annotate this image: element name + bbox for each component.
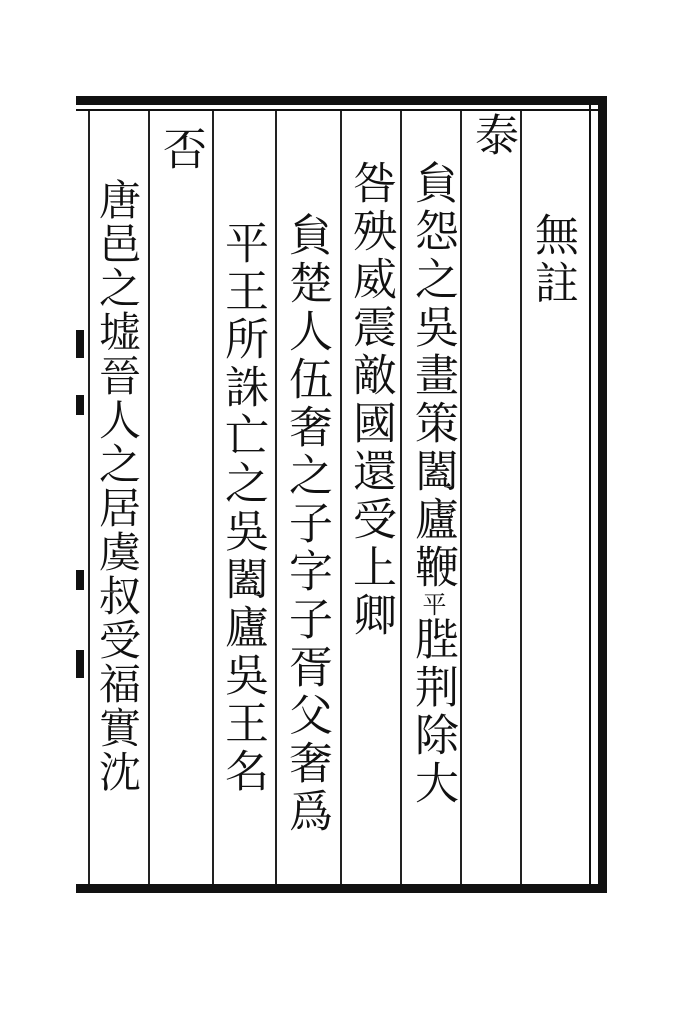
binding-mark [76,570,84,590]
column-rule [520,111,522,884]
column-rule [148,111,150,884]
text-column-4: 貟楚人伍奢之子字子胥父奢爲 [281,212,332,836]
text-column-3: 咎殃威震敵國還受上卿 [345,160,396,640]
binding-mark [76,395,84,415]
section-heading-pi: 否 [155,126,206,174]
text-column-2 [407,160,458,808]
column-rule [340,111,342,884]
text-column-2-tail: 䏶荆除大 [407,616,458,808]
column-rule [400,111,402,884]
text-column-5: 平王所誅亡之吳闔廬吳王名 [217,220,268,796]
note-header: 無註 [527,212,578,308]
text-column-7: 唐邑之墟晉人之居虞叔受福實沈 [93,178,142,794]
frame-bottom-border [76,884,606,893]
frame-top-border [76,96,606,105]
section-heading-tai: 泰 [467,112,518,160]
column-rule [212,111,214,884]
text-column-2-small: 平 [418,592,446,616]
text-column-2-main: 貟怨之吳畫策闔廬鞭 [407,160,458,592]
binding-mark [76,330,84,358]
column-rule [275,111,277,884]
column-rule [88,111,90,884]
binding-mark [76,650,84,678]
frame-right-border [598,96,607,893]
column-rule [460,111,462,884]
frame-right-inner-border [589,105,591,884]
